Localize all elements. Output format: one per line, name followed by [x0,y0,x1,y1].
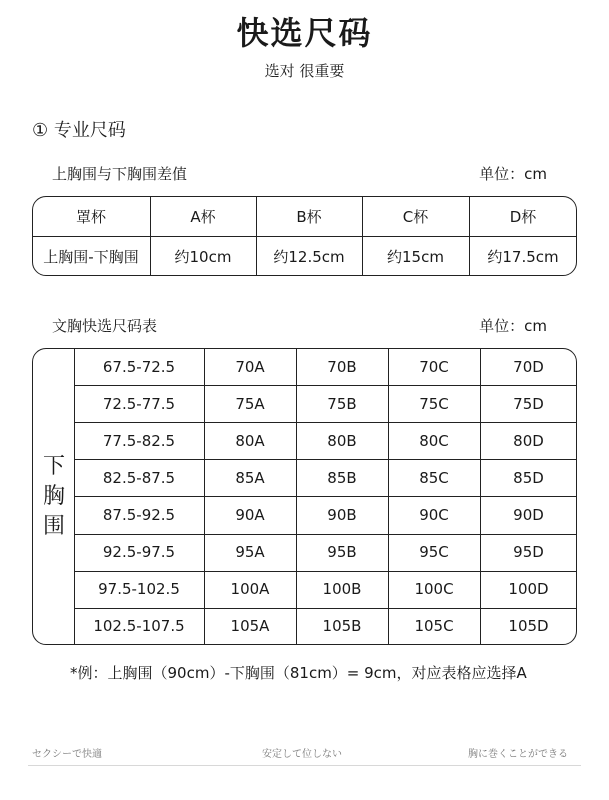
size-cell: 95A [235,543,265,562]
size-cell: 80B [327,431,357,450]
size-cell: 70D [513,357,544,376]
side-label-char: 胸 [42,483,65,509]
size-cell: 85B [327,468,357,487]
size-cell: 90D [513,505,544,524]
footer-text-wrap: 胸に巻くことができる [468,749,568,760]
page-title: 快选尺码 [236,14,373,52]
size-cell: 70C [419,357,449,376]
size-cell: 105B [322,617,362,636]
cup-table-header-cell: C杯 [402,207,429,226]
size-cell: 90A [235,505,265,524]
size-cell: 80D [513,431,544,450]
size-cell: 105A [230,617,270,636]
size-cell: 100B [322,580,362,599]
size-cell: 100C [414,580,454,599]
cup-table-header-cell: A杯 [190,207,216,226]
size-cell: 90C [419,505,449,524]
size-cell: 75C [419,394,449,413]
footer-text-comfort: セクシーで快適 [32,749,102,760]
cup-table-header-cell: B杯 [296,207,322,226]
underbust-range-cell: 82.5-87.5 [102,468,176,487]
underbust-range-cell: 102.5-107.5 [93,617,185,636]
size-cell: 75B [327,394,357,413]
size-cell: 75A [235,394,265,413]
cup-table-header-cell: D杯 [509,207,537,226]
size-cell: 100A [230,580,270,599]
size-cell: 70A [235,357,265,376]
side-label-char: 围 [42,513,65,539]
section-label: ① 专业尺码 [32,120,126,141]
size-cell: 95B [327,543,357,562]
cup-table-header-cell: 罩杯 [75,207,106,226]
cup-table-unit: 单位：cm [479,165,547,183]
size-cell: 105D [508,617,549,636]
size-table-unit: 单位：cm [479,317,547,335]
cup-table-caption: 上胸围与下胸围差值 [52,165,188,183]
cup-table-value-cell: 约10cm [174,247,232,266]
footer-divider [28,765,581,766]
size-cell: 75D [513,394,544,413]
underbust-range-cell: 87.5-92.5 [102,505,176,524]
cup-table-value-cell: 约12.5cm [273,247,345,266]
size-cell: 70B [327,357,357,376]
size-cell: 80C [419,431,449,450]
page-subtitle: 选对 很重要 [264,62,345,80]
size-table-caption: 文胸快选尺码表 [52,317,158,335]
size-cell: 80A [235,431,265,450]
size-cell: 85D [513,468,544,487]
cup-table-value-cell: 约15cm [387,247,444,266]
underbust-range-cell: 67.5-72.5 [102,357,176,376]
size-cell: 85A [235,468,265,487]
underbust-range-cell: 92.5-97.5 [102,543,176,562]
size-cell: 85C [419,468,449,487]
underbust-range-cell: 97.5-102.5 [98,580,180,599]
side-label-char: 下 [42,453,65,479]
underbust-side-label [34,348,74,645]
cup-table-value-cell: 上胸围-下胸围 [43,247,139,266]
size-cell: 100D [508,580,549,599]
cup-table-value-cell: 约17.5cm [487,247,559,266]
size-cell: 90B [327,505,357,524]
footer-text-stable: 安定して位しない [262,749,342,760]
size-cell: 95D [513,543,544,562]
example-note: *例：上胸围（90cm）-下胸围（81cm）= 9cm，对应表格应选择A [70,664,527,682]
underbust-range-cell: 72.5-77.5 [102,394,176,413]
size-cell: 105C [414,617,454,636]
underbust-range-cell: 77.5-82.5 [102,431,176,450]
size-cell: 95C [419,543,449,562]
